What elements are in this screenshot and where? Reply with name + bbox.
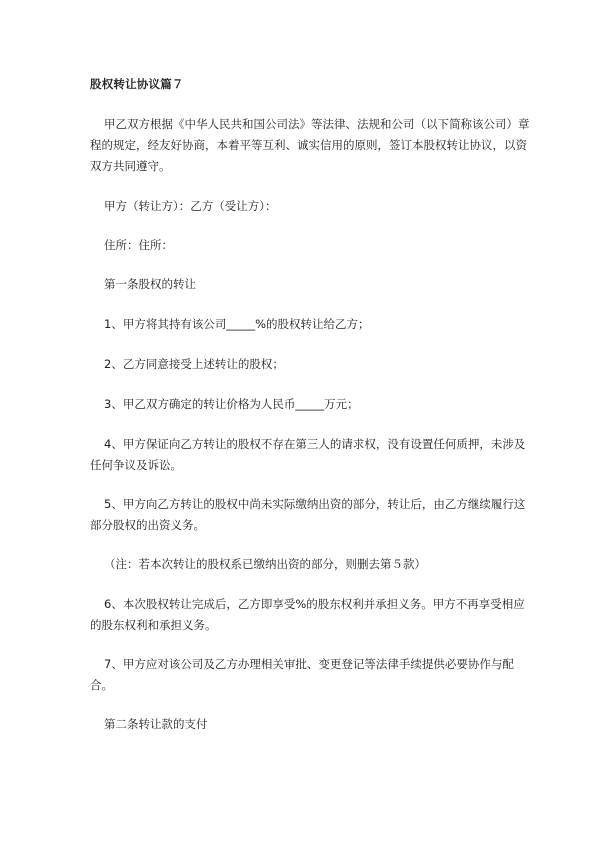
paragraph-parties: 甲方（转让方）：乙方（受让方）： bbox=[104, 199, 277, 213]
clause-2: 2、乙方同意接受上述转让的股权； bbox=[104, 357, 284, 371]
clause-4: 4、甲方保证向乙方转让的股权不存在第三人的请求权，没有设置任何质押，未涉及任何争议及诉讼。 bbox=[90, 437, 526, 472]
note: （注：若本次转让的股权系已缴纳出资的部分，则删去第５款） bbox=[104, 557, 426, 571]
paragraph-preamble: 甲乙双方根据《中华人民共和国公司法》等法律、法规和公司（以下简称该公司）章程的规定，经友好协商，本着平等互利、诚实信用的原则，签订本股权转让协议，以资双方共同遵守。 bbox=[90, 117, 530, 173]
paragraph-address: 住所：住所： bbox=[104, 238, 173, 252]
clause-5: 5、甲方向乙方转让的股权中尚未实际缴纳出资的部分，转让后，由乙方继续履行这部分股权的出资义务。 bbox=[90, 497, 526, 532]
document-title: 股权转让协议篇７ bbox=[90, 77, 184, 91]
clause-1: 1、甲方将其持有该公司_____%的股权转让给乙方； bbox=[104, 317, 370, 331]
clause-7: 7、甲方应对该公司及乙方办理相关审批、变更登记等法律手续提供必要协作与配合。 bbox=[90, 657, 514, 692]
clause-3: 3、甲乙双方确定的转让价格为人民币_____万元； bbox=[104, 397, 359, 411]
clause-6: 6、本次股权转让完成后，乙方即享受%的股东权利并承担义务。甲方不再享受相应的股东权利和承担义务。 bbox=[90, 597, 525, 632]
section-heading-1: 第一条股权的转让 bbox=[104, 277, 196, 291]
section-heading-2: 第二条转让款的支付 bbox=[104, 717, 208, 731]
